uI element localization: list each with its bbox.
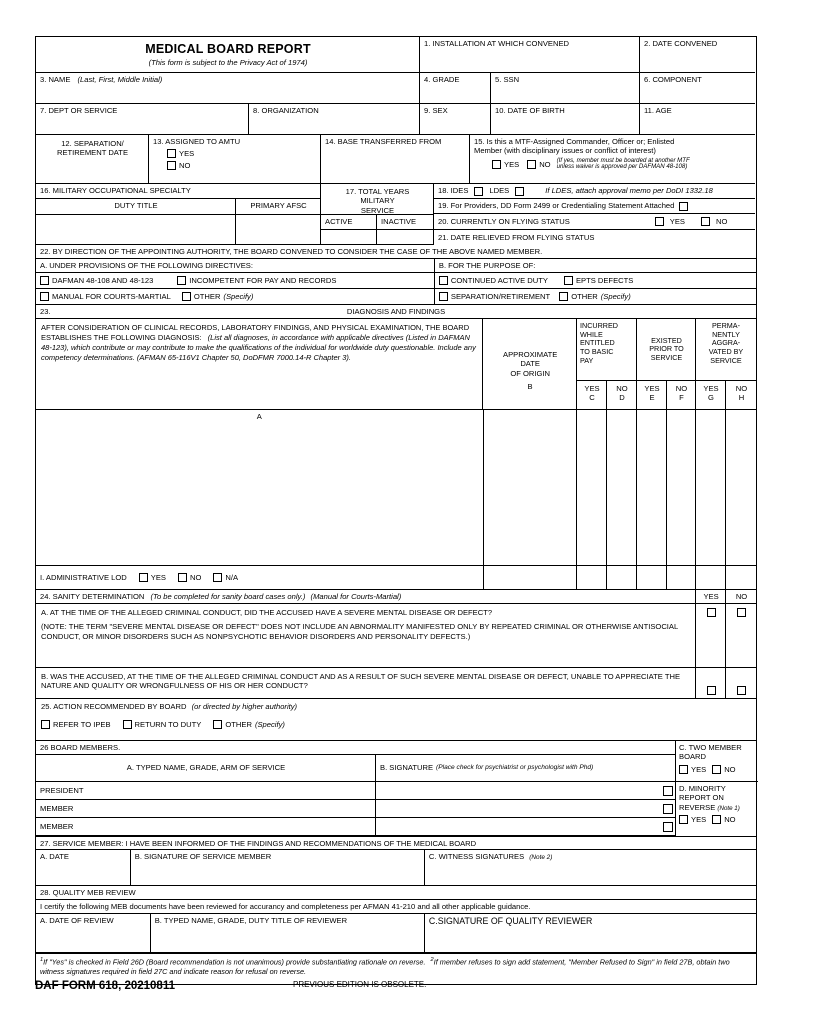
incurred-while-entitled-header: INCURRED WHILE ENTITLED TO BASIC PAY — [577, 319, 637, 381]
previous-edition-note: PREVIOUS EDITION IS OBSOLETE. — [293, 980, 427, 989]
lod-entry-g[interactable] — [696, 566, 726, 590]
row-name-grade — [36, 73, 756, 104]
epts-defects-label: EPTS DEFECTS — [575, 275, 634, 285]
field-14-base-transferred-from[interactable] — [321, 135, 470, 184]
field-19-checkbox[interactable] — [679, 202, 688, 211]
diagnosis-instructions-italic: (List all diagnoses, in accordance with applicable directives (Listed in DAFMAN 48-123), which contribute or may contribute to make the qualifications of the individual for worldwide duty questionable. Include any competency determinations. (AFMAN 65-116V1 Chapter 50, DoDFMR 7000.14-R Chapter 3). — [41, 332, 476, 362]
section-25-title: 25. ACTION RECOMMENDED BY BOARD — [41, 702, 187, 711]
field-17-label-line2: MILITARY — [360, 196, 395, 206]
dafman-48-108-label: DAFMAN 48-108 AND 48-123 — [52, 275, 154, 285]
section-27c-note: (Note 2) — [529, 854, 553, 861]
field-17-label-line3: SERVICE — [360, 205, 395, 215]
administrative-lod-block — [36, 566, 484, 590]
epts-defects-checkbox[interactable] — [564, 276, 573, 285]
manual-courts-martial-label: MANUAL FOR COURTS-MARTIAL — [52, 291, 171, 301]
form-number: DAF FORM 618, 20210811 — [35, 980, 175, 992]
section-25-hint: (or directed by higher authority) — [191, 702, 298, 711]
field-15-no-checkbox[interactable] — [527, 160, 536, 169]
section-24-title: 24. SANITY DETERMINATION (To be completed for sanity board cases only.) (Manual for Courts-Martial) — [36, 590, 696, 604]
field-19-label: 19. For Providers, DD Form 2499 or Credentialing Statement Attached — [438, 201, 675, 211]
section-28b-typed-name[interactable] — [151, 914, 425, 953]
field-1-label: 1. INSTALLATION AT WHICH CONVENED — [424, 39, 570, 48]
active-years-input[interactable] — [321, 230, 377, 245]
field-18-ldes-label: LDES — [489, 186, 510, 196]
field-20-yes-checkbox[interactable] — [655, 217, 664, 226]
section-27-fields-row — [36, 850, 756, 886]
field-20-no-label: NO — [716, 216, 728, 226]
section-26-col-b-header: B. SIGNATURE (Place check for psychiatrist or psychologist with Phd) — [376, 755, 676, 782]
form-footer — [35, 980, 757, 992]
lod-entry-d[interactable] — [607, 566, 637, 590]
section-26d-label-line2: REPORT ON — [679, 793, 724, 803]
col-h-header: NO H — [726, 381, 756, 410]
president-phd-checkbox[interactable] — [663, 786, 673, 796]
field-15-mtf-assigned — [470, 135, 755, 184]
col-g-header: YES G — [696, 381, 726, 410]
field-6-component[interactable] — [640, 73, 755, 104]
field-20-yes-label: YES — [669, 216, 685, 226]
page-title: MEDICAL BOARD REPORT — [145, 41, 311, 56]
form-title-block — [36, 37, 420, 73]
field-1-installation[interactable] — [420, 37, 640, 73]
section-24-hint1: (To be completed for sanity board cases only.) — [150, 592, 306, 601]
section-22b-other-hint: (Specify) — [600, 291, 631, 301]
board-president-signature[interactable] — [376, 782, 676, 800]
section-24-yes-header: YES — [696, 590, 726, 604]
diagnosis-entry-b[interactable] — [484, 382, 578, 566]
diagnosis-entry-c[interactable] — [577, 410, 607, 566]
field-4-grade[interactable] — [420, 73, 491, 104]
field-8-label: 8. ORGANIZATION — [253, 106, 319, 115]
section-26-left — [36, 741, 676, 836]
return-to-duty-checkbox[interactable] — [123, 720, 132, 729]
duty-title-header: DUTY TITLE — [36, 199, 236, 215]
field-5-label: 5. SSN — [495, 75, 520, 84]
administrative-lod-label: I. ADMINISTRATIVE LOD — [40, 572, 127, 582]
row-mos-block — [36, 184, 756, 245]
row-dept-org — [36, 104, 756, 135]
field-9-sex[interactable] — [420, 104, 491, 135]
board-member-1-label: MEMBER — [40, 803, 74, 813]
field-16-mos[interactable] — [36, 184, 321, 199]
fields-18-21-block — [434, 184, 755, 245]
section-24-title-row — [36, 590, 756, 604]
section-26d-label-line1: D. MINORITY — [679, 784, 726, 793]
section-27b-label: B. SIGNATURE OF SERVICE MEMBER — [134, 852, 272, 861]
manual-courts-martial-checkbox[interactable] — [40, 292, 49, 301]
primary-afsc-header: PRIMARY AFSC — [236, 199, 321, 215]
col-e-header: YES E — [637, 381, 667, 410]
diagnosis-instructions — [36, 319, 483, 410]
section-23-heading: DIAGNOSIS AND FINDINGS — [346, 307, 446, 316]
field-12-separation-date[interactable] — [36, 135, 149, 184]
field-18-note: If LDES, attach approval memo per DoDI 1332.18 — [545, 186, 713, 196]
diagnosis-entry-a[interactable] — [36, 410, 484, 566]
lod-na-checkbox[interactable] — [213, 573, 222, 582]
member-1-phd-checkbox[interactable] — [663, 804, 673, 814]
field-14-label: 14. BASE TRANSFERRED FROM — [325, 137, 442, 146]
section-22-options-row1 — [36, 273, 756, 289]
field-18-ides — [434, 184, 755, 199]
section-22b-options-2 — [435, 289, 756, 305]
section-22b-title: B. FOR THE PURPOSE OF: — [435, 259, 756, 273]
field-12-label-line1: 12. SEPARATION/ — [61, 139, 124, 148]
field-16-label: 16. MILITARY OCCUPATIONAL SPECIALTY — [40, 186, 191, 195]
col-f-header: NO F — [667, 381, 696, 410]
refer-to-ipeb-label: REFER TO IPEB — [53, 720, 111, 730]
section-22a-title: A. UNDER PROVISIONS OF THE FOLLOWING DIRECTIVES: — [36, 259, 435, 273]
lod-no-label: NO — [189, 572, 202, 582]
field-2-label: 2. DATE CONVENED — [644, 39, 718, 48]
lod-entry-h[interactable] — [726, 566, 756, 590]
header-row — [36, 37, 756, 73]
section-22b-options-1 — [435, 273, 756, 289]
field-18-label: 18. IDES — [438, 186, 469, 196]
section-27-title: 27. SERVICE MEMBER: I HAVE BEEN INFORMED OF THE FINDINGS AND RECOMMENDATIONS OF THE MEDICAL BOARD — [36, 836, 756, 850]
continued-active-duty-label: CONTINUED ACTIVE DUTY — [450, 275, 548, 285]
lod-yes-label: YES — [150, 572, 166, 582]
field-13-label: 13. ASSIGNED TO AMTU — [153, 137, 241, 146]
field-3-label: 3. NAME — [40, 75, 71, 84]
lod-no-checkbox[interactable] — [178, 573, 187, 582]
section-24b-yes-cell — [696, 668, 726, 699]
section-27-title-row — [36, 836, 756, 850]
section-22a-options-2 — [36, 289, 435, 305]
section-26d-minority-report — [676, 782, 758, 836]
lod-yes-checkbox[interactable] — [139, 573, 148, 582]
inactive-header: INACTIVE — [377, 215, 434, 230]
field-15-note-line2: unless waiver is approved per DAFMAN 48-108) — [556, 163, 688, 171]
section-24b-yes-checkbox[interactable] — [707, 686, 716, 695]
permanently-aggravated-group — [696, 319, 756, 410]
section-24b-no-checkbox[interactable] — [737, 686, 746, 695]
field-21-date-relieved[interactable] — [434, 230, 755, 245]
section-22-subtitles — [36, 259, 756, 273]
row-separation-amtu — [36, 135, 756, 184]
section-24a-no-checkbox[interactable] — [737, 608, 746, 617]
field-15-label-line1: 15. Is this a MTF-Assigned Commander, Officer or; Enlisted — [474, 137, 675, 146]
section-22a-options-1 — [36, 273, 435, 289]
field-3-hint: (Last, First, Middle Initial) — [77, 75, 163, 84]
section-22-title: 22. BY DIRECTION OF THE APPOINTING AUTHORITY, THE BOARD CONVENED TO CONSIDER THE CASE OF THE ABOVE NAMED MEMBER. — [36, 245, 756, 259]
field-15-no-label: NO — [539, 159, 551, 169]
section-24a-row — [36, 604, 756, 668]
section-24b-question: B. WAS THE ACCUSED, AT THE TIME OF THE ALLEGED CRIMINAL CONDUCT AND AS A RESULT OF SUCH SEVERE MENTAL DISEASE OR DEFECT, UNABLE TO APPRECIATE THE NATURE AND QUALITY OR WRONGFULNESS OF HIS OR HER CONDUCT? — [41, 672, 681, 691]
field-10-label: 10. DATE OF BIRTH — [495, 106, 565, 115]
section-26-right — [676, 741, 758, 836]
continued-active-duty-checkbox[interactable] — [439, 276, 448, 285]
field-18-ides-checkbox[interactable] — [474, 187, 483, 196]
col-c-header: YES C — [577, 381, 607, 410]
field-15-yes-label: YES — [504, 159, 520, 169]
board-president-label: PRESIDENT — [40, 785, 84, 795]
section-25-other-label: OTHER — [225, 720, 252, 730]
section-26-title: 26 BOARD MEMBERS. — [36, 741, 676, 755]
note-1-superscript: 1 — [40, 957, 44, 963]
field-17-total-years — [321, 184, 434, 215]
board-member-2-signature[interactable] — [376, 818, 676, 836]
section-26-col-b-hint: (Place check for psychiatrist or psychologist with Phd) — [436, 763, 594, 771]
two-member-board-no-label: NO — [724, 764, 736, 774]
lod-entry-f[interactable] — [667, 566, 696, 590]
board-member-1-signature[interactable] — [376, 800, 676, 818]
two-member-board-no-checkbox[interactable] — [712, 765, 721, 774]
dafman-48-108-checkbox[interactable] — [40, 276, 49, 285]
field-12-label-line2: RETIREMENT DATE — [56, 148, 129, 158]
field-10-date-of-birth[interactable] — [491, 104, 640, 135]
diagnosis-entry-g[interactable] — [696, 410, 726, 566]
minority-report-no-label: NO — [724, 815, 736, 825]
section-24a-text-block — [36, 604, 696, 668]
section-26c-label-line2: BOARD — [679, 752, 707, 762]
section-28c-signature[interactable] — [425, 914, 756, 953]
field-20-label: 20. CURRENTLY ON FLYING STATUS — [438, 216, 570, 226]
field-17-label-line1: 17. TOTAL YEARS — [345, 187, 410, 196]
section-24-no-header: NO — [726, 590, 756, 604]
board-member-1-name[interactable] — [36, 800, 376, 818]
minority-report-yes-label: YES — [691, 815, 707, 825]
separation-retirement-checkbox[interactable] — [439, 292, 448, 301]
section-22-options-row2 — [36, 289, 756, 305]
board-member-2-name[interactable] — [36, 818, 376, 836]
note-1-text: If "Yes" is checked in Field 26D (Board recommendation is not unanimous) provide substantiating rationale on reverse. — [43, 957, 426, 967]
incompetent-pay-records-checkbox[interactable] — [177, 276, 186, 285]
privacy-act-note: (This form is subject to the Privacy Act of 1974) — [148, 58, 308, 67]
separation-retirement-label: SEPARATION/RETIREMENT — [450, 291, 551, 301]
active-header: ACTIVE — [321, 215, 377, 230]
section-26-col-a-header: A. TYPED NAME, GRADE, ARM OF SERVICE — [36, 755, 376, 782]
permanently-aggravated-header: PERMA- NENTLY AGGRA- VATED BY SERVICE — [696, 319, 756, 381]
section-24a-yes-checkbox[interactable] — [707, 608, 716, 617]
existed-prior-group — [637, 319, 696, 410]
field-13-assigned-to-amtu — [149, 135, 321, 184]
incurred-while-entitled-group — [577, 319, 637, 410]
diagnosis-entry-f[interactable] — [667, 410, 696, 566]
field-21-label: 21. DATE RELIEVED FROM FLYING STATUS — [438, 232, 595, 242]
section-24b-no-cell — [726, 668, 756, 699]
lod-na-label: N/A — [225, 572, 239, 582]
two-member-board-yes-label: YES — [691, 764, 707, 774]
approximate-date-header: APPROXIMATE DATE OF ORIGIN — [483, 319, 577, 410]
section-23-title-row — [36, 305, 756, 319]
section-26d-label-line3: REVERSE — [679, 802, 716, 812]
section-22b-other-label: OTHER — [571, 291, 598, 301]
section-28-fields-row — [36, 914, 756, 953]
section-23-title — [36, 305, 756, 319]
section-27a-date[interactable] — [36, 850, 131, 886]
field-15-label-line2: Member (with disciplinary issues or conflict of interest) — [474, 146, 656, 156]
daf-form-618 — [35, 36, 757, 985]
board-member-2-label: MEMBER — [40, 821, 74, 831]
section-26-row — [36, 741, 756, 836]
diagnosis-entry-e[interactable] — [637, 410, 667, 566]
field-20-flying-status — [434, 214, 755, 230]
section-22a-other-label: OTHER — [193, 291, 221, 301]
section-24a-yes-cell — [696, 604, 726, 668]
section-28-title: 28. QUALITY MEB REVIEW — [36, 886, 756, 900]
section-24a-note: (NOTE: THE TERM "SEVERE MENTAL DISEASE OR DEFECT" DOES NOT INCLUDE AN ABNORMALITY MANIFESTED ONLY BY REPEATED CRIMINAL OR OTHERWISE ANTISOCIAL CONDUCT, OR MINOR DISORDERS SUCH AS NONPSYCHOTIC BEHAVIOR DISORDERS AND PERSONALITY DEFECTS.) — [41, 622, 678, 642]
section-25-other-checkbox[interactable] — [213, 720, 222, 729]
section-28-certify-row — [36, 900, 756, 914]
note-2-superscript: 2 — [430, 957, 434, 963]
field-13-yes-checkbox[interactable] — [167, 149, 176, 158]
administrative-lod-row — [36, 566, 756, 590]
section-24b-row — [36, 668, 756, 699]
field-5-ssn[interactable] — [491, 73, 640, 104]
field-2-date-convened[interactable] — [640, 37, 755, 73]
lod-entry-b[interactable] — [484, 566, 578, 590]
field-4-label: 4. GRADE — [424, 75, 460, 84]
section-22b-other-checkbox[interactable] — [559, 292, 568, 301]
section-25-other-hint: (Specify) — [254, 720, 285, 730]
field-7-dept-or-service[interactable] — [36, 104, 249, 135]
field-8-organization[interactable] — [249, 104, 420, 135]
existed-prior-header: EXISTED PRIOR TO SERVICE — [637, 319, 696, 381]
section-23-column-headers — [36, 319, 756, 410]
field-16-block — [36, 184, 321, 245]
duty-title-input[interactable] — [36, 215, 236, 245]
section-26c-two-member-board — [676, 741, 758, 782]
lod-entry-c[interactable] — [577, 566, 607, 590]
return-to-duty-label: RETURN TO DUTY — [134, 720, 202, 730]
field-9-label: 9. SEX — [424, 106, 448, 115]
section-24b-text-block — [36, 668, 696, 699]
refer-to-ipeb-checkbox[interactable] — [41, 720, 50, 729]
two-member-board-yes-checkbox[interactable] — [679, 765, 688, 774]
lod-entry-e[interactable] — [637, 566, 667, 590]
diagnosis-entry-d[interactable] — [607, 410, 637, 566]
section-27a-label: A. DATE — [40, 852, 69, 861]
section-28c-label: C.SIGNATURE OF QUALITY REVIEWER — [428, 916, 593, 926]
field-19-dd2499 — [434, 199, 755, 214]
column-a-letter: A — [256, 412, 262, 421]
section-28-certify-text: I certify the following MEB documents have been reviewed for accurancy and completeness per AFMAN 41-210 and all other applicable guidance. — [36, 900, 756, 914]
column-b-letter: B — [527, 382, 533, 391]
diagnosis-entry-h[interactable] — [726, 410, 756, 566]
diagnosis-instructions-plain: AFTER CONSIDERATION OF CLINICAL RECORDS, LABORATORY FINDINGS, AND PHYSICAL EXAMINATION, THE BOARD ESTABLISHES THE FOLLOWING DIAGNOSIS: — [41, 323, 470, 342]
field-15-yes-checkbox[interactable] — [492, 160, 501, 169]
section-22a-other-hint: (Specify) — [223, 291, 254, 301]
note-2-text: If member refuses to sign add statement, "Member Refused to Sign" in field 27B, obtain two witness signatures required in field 27C and indicate reason for refusal on reverse. — [40, 957, 730, 977]
section-28-title-row — [36, 886, 756, 900]
field-6-label: 6. COMPONENT — [644, 75, 702, 84]
field-18-ldes-checkbox[interactable] — [515, 187, 524, 196]
col-d-header: NO D — [607, 381, 637, 410]
field-13-yes-label: YES — [179, 149, 195, 159]
section-26c-label-line1: C. TWO MEMBER — [679, 743, 742, 752]
section-26d-note: (Note 1) — [717, 804, 740, 812]
section-28a-date-of-review[interactable] — [36, 914, 151, 953]
section-24a-no-cell — [726, 604, 756, 668]
board-president-name[interactable] — [36, 782, 376, 800]
field-13-no-checkbox[interactable] — [167, 161, 176, 170]
section-24-hint2: (Manual for Courts-Martial) — [310, 592, 402, 601]
inactive-years-input[interactable] — [377, 230, 434, 245]
section-22a-other-checkbox[interactable] — [182, 292, 191, 301]
field-11-age[interactable] — [640, 104, 755, 135]
primary-afsc-input[interactable] — [236, 215, 321, 245]
section-23-number: 23. — [40, 307, 51, 316]
section-27c-label: C. WITNESS SIGNATURES — [428, 852, 525, 861]
member-2-phd-checkbox[interactable] — [663, 822, 673, 832]
field-17-block — [321, 184, 434, 245]
section-22-title-row — [36, 245, 756, 259]
section-27b-signature[interactable] — [131, 850, 425, 886]
minority-report-yes-checkbox[interactable] — [679, 815, 688, 824]
section-24a-question: A. AT THE TIME OF THE ALLEGED CRIMINAL CONDUCT, DID THE ACCUSED HAVE A SEVERE MENTAL DISEASE OR DEFECT? — [41, 608, 493, 617]
field-3-name[interactable] — [36, 73, 420, 104]
field-20-no-checkbox[interactable] — [701, 217, 710, 226]
section-25-row — [36, 699, 756, 741]
section-27c-witness[interactable] — [425, 850, 756, 886]
incompetent-pay-records-label: INCOMPETENT FOR PAY AND RECORDS — [189, 275, 337, 285]
field-7-label: 7. DEPT OR SERVICE — [40, 106, 118, 115]
field-15-note-line1: (If yes, member must be boarded at another MTF — [556, 156, 690, 164]
section-28b-label: B. TYPED NAME, GRADE, DUTY TITLE OF REVIEWER — [154, 916, 348, 925]
section-28a-label: A. DATE OF REVIEW — [40, 916, 114, 925]
field-13-no-label: NO — [179, 160, 191, 170]
minority-report-no-checkbox[interactable] — [712, 815, 721, 824]
section-25-block — [36, 699, 756, 741]
field-11-label: 11. AGE — [644, 106, 672, 115]
